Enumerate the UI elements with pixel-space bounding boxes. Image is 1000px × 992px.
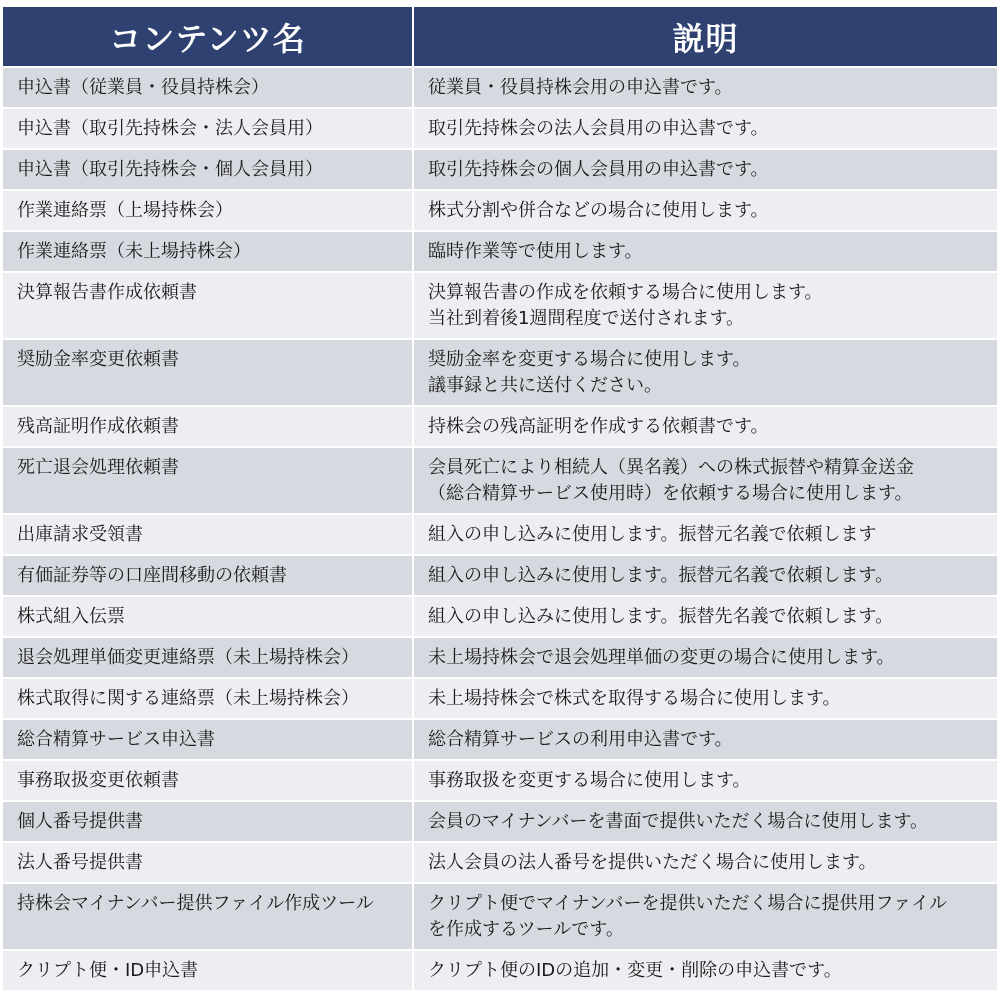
content-name-cell: 出庫請求受領書 xyxy=(3,515,414,556)
content-name-cell: 総合精算サービス申込書 xyxy=(3,720,414,761)
content-name-cell: 法人番号提供書 xyxy=(3,843,414,884)
table-row xyxy=(3,340,997,407)
table-row xyxy=(3,761,997,802)
description-cell: 法人会員の法人番号を提供いただく場合に使用します。 xyxy=(414,843,997,884)
content-name-cell: 持株会マイナンバー提供ファイル作成ツール xyxy=(3,884,414,951)
table-row xyxy=(3,150,997,191)
table-header-row xyxy=(3,7,997,68)
description-cell: 取引先持株会の法人会員用の申込書です。 xyxy=(414,109,997,150)
table-row xyxy=(3,884,997,951)
description-cell: 事務取扱を変更する場合に使用します。 xyxy=(414,761,997,802)
table-row xyxy=(3,448,997,515)
content-name-cell: 事務取扱変更依頼書 xyxy=(3,761,414,802)
description-cell: 奨励金率を変更する場合に使用します。 議事録と共に送付ください。 xyxy=(414,340,997,407)
content-name-cell: 申込書（取引先持株会・法人会員用） xyxy=(3,109,414,150)
table-row xyxy=(3,843,997,884)
content-name-cell: 残高証明作成依頼書 xyxy=(3,407,414,448)
contents-table-wrapper xyxy=(3,7,997,992)
table-row xyxy=(3,556,997,597)
content-name-cell: クリプト便・ID申込書 xyxy=(3,951,414,992)
content-name-cell: 退会処理単価変更連絡票（未上場持株会） xyxy=(3,638,414,679)
description-cell: 従業員・役員持株会用の申込書です。 xyxy=(414,68,997,109)
description-cell: 未上場持株会で株式を取得する場合に使用します。 xyxy=(414,679,997,720)
table-row xyxy=(3,515,997,556)
content-name-cell: 株式取得に関する連絡票（未上場持株会） xyxy=(3,679,414,720)
table-row xyxy=(3,597,997,638)
content-name-cell: 作業連絡票（上場持株会） xyxy=(3,191,414,232)
table-row xyxy=(3,720,997,761)
description-cell: 決算報告書の作成を依頼する場合に使用します。 当社到着後1週間程度で送付されます。 xyxy=(414,273,997,340)
description-cell: 臨時作業等で使用します。 xyxy=(414,232,997,273)
description-cell: 組入の申し込みに使用します。振替先名義で依頼します。 xyxy=(414,597,997,638)
table-row xyxy=(3,802,997,843)
content-name-cell: 個人番号提供書 xyxy=(3,802,414,843)
content-name-cell: 申込書（従業員・役員持株会） xyxy=(3,68,414,109)
header-content-name: コンテンツ名 xyxy=(3,7,414,68)
content-name-cell: 決算報告書作成依頼書 xyxy=(3,273,414,340)
description-cell: 組入の申し込みに使用します。振替元名義で依頼します。 xyxy=(414,556,997,597)
table-row xyxy=(3,191,997,232)
description-cell: 株式分割や併合などの場合に使用します。 xyxy=(414,191,997,232)
table-row xyxy=(3,638,997,679)
description-cell: 総合精算サービスの利用申込書です。 xyxy=(414,720,997,761)
content-name-cell: 株式組入伝票 xyxy=(3,597,414,638)
table-row xyxy=(3,679,997,720)
description-cell: 組入の申し込みに使用します。振替元名義で依頼します xyxy=(414,515,997,556)
table-row xyxy=(3,68,997,109)
description-cell: クリプト便のIDの追加・変更・削除の申込書です。 xyxy=(414,951,997,992)
contents-table xyxy=(3,7,997,992)
table-row xyxy=(3,407,997,448)
header-description: 説明 xyxy=(414,7,997,68)
description-cell: 会員のマイナンバーを書面で提供いただく場合に使用します。 xyxy=(414,802,997,843)
table-row xyxy=(3,273,997,340)
content-name-cell: 作業連絡票（未上場持株会） xyxy=(3,232,414,273)
content-name-cell: 有価証券等の口座間移動の依頼書 xyxy=(3,556,414,597)
content-name-cell: 死亡退会処理依頼書 xyxy=(3,448,414,515)
description-cell: 会員死亡により相続人（異名義）への株式振替や精算金送金 （総合精算サービス使用時）を依頼する場合に使用します。 xyxy=(414,448,997,515)
description-cell: 取引先持株会の個人会員用の申込書です。 xyxy=(414,150,997,191)
description-cell: 持株会の残高証明を作成する依頼書です。 xyxy=(414,407,997,448)
content-name-cell: 奨励金率変更依頼書 xyxy=(3,340,414,407)
table-row xyxy=(3,951,997,992)
description-cell: クリプト便でマイナンバーを提供いただく場合に提供用ファイル を作成するツールです。 xyxy=(414,884,997,951)
table-row xyxy=(3,109,997,150)
table-row xyxy=(3,232,997,273)
description-cell: 未上場持株会で退会処理単価の変更の場合に使用します。 xyxy=(414,638,997,679)
content-name-cell: 申込書（取引先持株会・個人会員用） xyxy=(3,150,414,191)
